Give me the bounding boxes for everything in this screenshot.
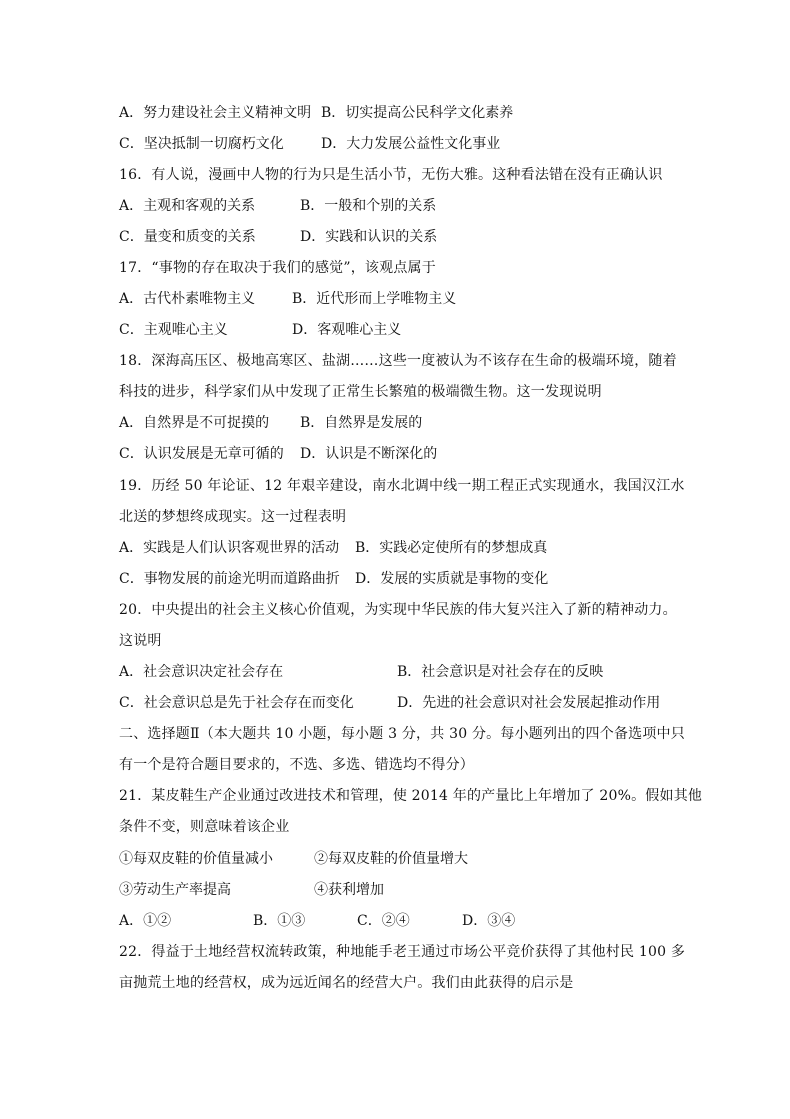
q21-option-a: A．①②: [119, 913, 172, 929]
q21-option-c: C．②④: [357, 913, 410, 929]
q19-option-c: C．事物发展的前途光明而道路曲折: [119, 571, 340, 587]
q15-option-b: B．切实提高公民科学文化素养: [321, 105, 514, 121]
q19-option-d: D．发展的实质就是事物的变化: [355, 571, 549, 587]
section2-heading-line1: 二、选择题Ⅱ（本大题共 10 小题，每小题 3 分，共 30 分。每小题列出的四个备选项中只: [119, 726, 685, 742]
q20-stem-line2: 这说明: [119, 633, 162, 649]
q18-option-a: A．自然界是不可捉摸的: [119, 415, 270, 431]
section2-heading-line2: 有一个是符合题目要求的，不选、多选、错选均不得分）: [119, 757, 474, 773]
q16-option-c: C．量变和质变的关系: [119, 229, 256, 245]
q17-option-d: D．客观唯心主义: [292, 322, 402, 338]
q21-option-d: D．③④: [462, 913, 516, 929]
q21-stem-line2: 条件不变，则意味着该企业: [119, 819, 290, 835]
q19-option-b: B．实践必定使所有的梦想成真: [355, 540, 548, 556]
q15-option-c: C．坚决抵制一切腐朽文化: [119, 136, 284, 152]
q17-option-c: C．主观唯心主义: [119, 322, 228, 338]
q16-stem: 16．有人说，漫画中人物的行为只是生活小节，无伤大雅。这种看法错在没有正确认识: [119, 167, 663, 183]
q16-option-d: D．实践和认识的关系: [300, 229, 438, 245]
q18-option-b: B．自然界是发展的: [300, 415, 423, 431]
q20-stem-line1: 20．中央提出的社会主义核心价值观，为实现中华民族的伟大复兴注入了新的精神动力。: [119, 602, 677, 618]
q21-stem-line1: 21．某皮鞋生产企业通过改进技术和管理，使 2014 年的产量比上年增加了 20%。假如其他: [119, 788, 703, 804]
q21-option-b: B．①③: [253, 913, 306, 929]
q21-statement-4: ④获利增加: [314, 882, 384, 898]
q18-option-c: C．认识发展是无章可循的: [119, 446, 284, 462]
q15-option-d: D．大力发展公益性文化事业: [321, 136, 501, 152]
q17-stem: 17．“事物的存在取决于我们的感觉”，该观点属于: [119, 260, 436, 276]
q21-statement-3: ③劳动生产率提高: [119, 882, 231, 898]
q20-option-a: A．社会意识决定社会存在: [119, 664, 284, 680]
q15-option-a: A．努力建设社会主义精神文明: [119, 105, 312, 121]
q18-option-d: D．认识是不断深化的: [300, 446, 438, 462]
q20-option-b: B．社会意识是对社会存在的反映: [397, 664, 604, 680]
q19-stem-line2: 北送的梦想终成现实。这一过程表明: [119, 509, 347, 525]
q22-stem-line2: 亩抛荒土地的经营权，成为远近闻名的经营大户。我们由此获得的启示是: [119, 975, 574, 991]
q18-stem-line2: 科技的进步，科学家们从中发现了正常生长繁殖的极端微生物。这一发现说明: [119, 384, 602, 400]
q19-option-a: A．实践是人们认识客观世界的活动: [119, 540, 340, 556]
q21-statement-2: ②每双皮鞋的价值量增大: [314, 851, 468, 867]
q20-option-c: C．社会意识总是先于社会存在而变化: [119, 695, 354, 711]
q17-option-b: B．近代形而上学唯物主义: [292, 291, 457, 307]
q17-option-a: A．古代朴素唯物主义: [119, 291, 256, 307]
q18-stem-line1: 18．深海高压区、极地高寒区、盐湖……这些一度被认为不该存在生命的极端环境，随着: [119, 353, 677, 369]
q16-option-a: A．主观和客观的关系: [119, 198, 256, 214]
q21-statement-1: ①每双皮鞋的价值量减小: [119, 851, 273, 867]
q22-stem-line1: 22．得益于土地经营权流转政策，种地能手老王通过市场公平竞价获得了其他村民 100 多: [119, 944, 686, 960]
q19-stem-line1: 19．历经 50 年论证、12 年艰辛建设，南水北调中线一期工程正式实现通水，我国汉江水: [119, 478, 685, 494]
q20-option-d: D．先进的社会意识对社会发展起推动作用: [397, 695, 661, 711]
q16-option-b: B．一般和个别的关系: [300, 198, 437, 214]
